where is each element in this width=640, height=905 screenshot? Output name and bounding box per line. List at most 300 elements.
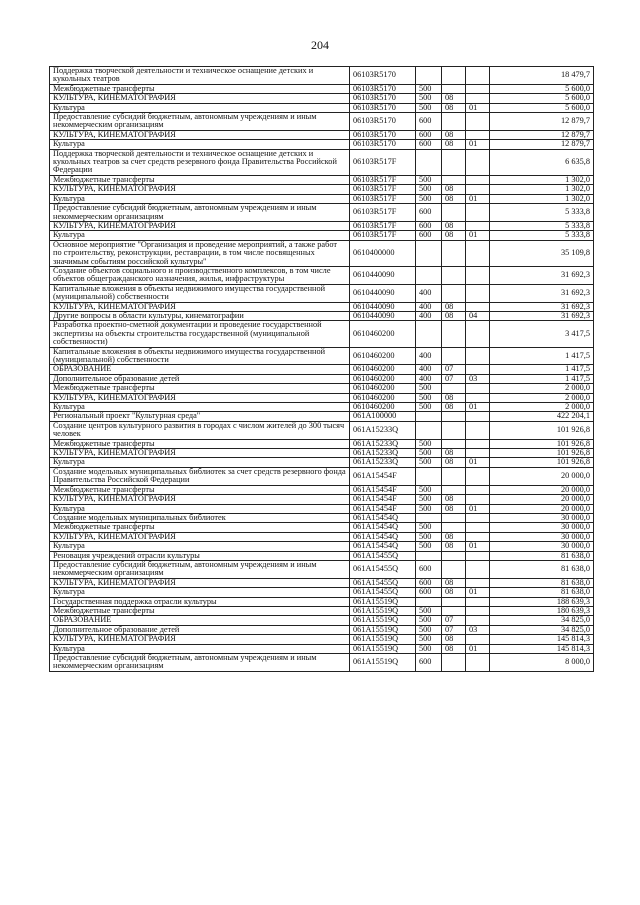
row-name: Поддержка творческой деятельности и техническое оснащение детских и кукольных театров: [50, 67, 350, 85]
table-row: [50, 67, 594, 85]
row-section: [442, 467, 466, 485]
row-subsection: [466, 439, 490, 448]
row-amount: 1 417,5: [490, 365, 594, 374]
row-subsection: [466, 149, 490, 175]
row-name: Культура: [50, 194, 350, 203]
row-expense-type: [416, 149, 442, 175]
row-subsection: [466, 204, 490, 222]
row-section: [442, 347, 466, 365]
row-section: 08: [442, 185, 466, 194]
table-row: [50, 458, 594, 467]
row-subsection: 01: [466, 644, 490, 653]
row-expense-type: [416, 421, 442, 439]
row-expense-type: 400: [416, 284, 442, 302]
table-row: [50, 439, 594, 448]
row-expense-type: 500: [416, 175, 442, 184]
row-amount: 101 926,8: [490, 421, 594, 439]
row-code: 0610400000: [350, 240, 416, 266]
table-row: [50, 578, 594, 587]
row-name: Культура: [50, 231, 350, 240]
row-expense-type: 500: [416, 644, 442, 653]
table-row: [50, 284, 594, 302]
row-subsection: 01: [466, 542, 490, 551]
row-amount: 18 479,7: [490, 67, 594, 85]
table-row: [50, 266, 594, 284]
row-code: 0610440090: [350, 266, 416, 284]
row-expense-type: 500: [416, 185, 442, 194]
row-expense-type: [416, 266, 442, 284]
row-subsection: [466, 551, 490, 560]
row-amount: 12 879,7: [490, 140, 594, 149]
row-code: 0610460200: [350, 365, 416, 374]
row-subsection: [466, 578, 490, 587]
row-code: 061A15455Q: [350, 578, 416, 587]
row-name: Культура: [50, 588, 350, 597]
row-code: 061A15233Q: [350, 449, 416, 458]
row-code: 06103R5170: [350, 94, 416, 103]
row-subsection: [466, 485, 490, 494]
table-row: [50, 495, 594, 504]
table-row: [50, 365, 594, 374]
table-row: [50, 616, 594, 625]
row-section: [442, 67, 466, 85]
row-amount: 5 600,0: [490, 84, 594, 93]
table-row: [50, 625, 594, 634]
row-section: 08: [442, 403, 466, 412]
row-section: [442, 421, 466, 439]
row-section: [442, 384, 466, 393]
row-expense-type: [416, 513, 442, 522]
row-amount: 35 109,8: [490, 240, 594, 266]
row-amount: 3 417,5: [490, 321, 594, 347]
row-code: 06103R5170: [350, 130, 416, 139]
table-row: [50, 240, 594, 266]
row-section: [442, 149, 466, 175]
row-section: [442, 266, 466, 284]
row-expense-type: 500: [416, 504, 442, 513]
row-subsection: 03: [466, 374, 490, 383]
row-name: КУЛЬТУРА, КИНЕМАТОГРАФИЯ: [50, 221, 350, 230]
row-section: [442, 412, 466, 421]
table-row: [50, 302, 594, 311]
row-subsection: [466, 495, 490, 504]
row-name: Капитальные вложения в объекты недвижимого имущества государственной (муниципальной) собственности: [50, 347, 350, 365]
row-code: 061A15454Q: [350, 523, 416, 532]
row-section: 08: [442, 542, 466, 551]
row-section: [442, 204, 466, 222]
row-name: КУЛЬТУРА, КИНЕМАТОГРАФИЯ: [50, 185, 350, 194]
row-section: 08: [442, 94, 466, 103]
row-section: [442, 240, 466, 266]
row-section: [442, 560, 466, 578]
row-name: Межбюджетные трансферты: [50, 606, 350, 615]
row-section: 08: [442, 140, 466, 149]
row-code: 06103R5170: [350, 84, 416, 93]
row-code: 06103R517F: [350, 194, 416, 203]
page-number: 204: [311, 38, 329, 52]
row-subsection: 01: [466, 103, 490, 112]
row-expense-type: [416, 240, 442, 266]
row-amount: 12 879,7: [490, 113, 594, 131]
row-section: 08: [442, 495, 466, 504]
row-amount: 12 879,7: [490, 130, 594, 139]
table-row: [50, 204, 594, 222]
row-name: Межбюджетные трансферты: [50, 485, 350, 494]
table-row: [50, 185, 594, 194]
table-row: [50, 374, 594, 383]
row-name: Региональный проект "Культурная среда": [50, 412, 350, 421]
row-amount: 20 000,0: [490, 495, 594, 504]
row-amount: 5 333,8: [490, 231, 594, 240]
row-code: 06103R517F: [350, 231, 416, 240]
row-name: КУЛЬТУРА, КИНЕМАТОГРАФИЯ: [50, 495, 350, 504]
row-subsection: [466, 384, 490, 393]
row-code: 0610460200: [350, 384, 416, 393]
table-row: [50, 113, 594, 131]
row-expense-type: 500: [416, 449, 442, 458]
row-code: 061A15519Q: [350, 635, 416, 644]
row-amount: 101 926,8: [490, 449, 594, 458]
row-amount: 2 000,0: [490, 384, 594, 393]
row-subsection: 01: [466, 140, 490, 149]
row-name: КУЛЬТУРА, КИНЕМАТОГРАФИЯ: [50, 449, 350, 458]
row-code: 061A15455Q: [350, 588, 416, 597]
row-code: 061A100000: [350, 412, 416, 421]
row-amount: 30 000,0: [490, 542, 594, 551]
table-row: [50, 635, 594, 644]
row-subsection: 01: [466, 504, 490, 513]
row-subsection: [466, 175, 490, 184]
row-expense-type: 600: [416, 140, 442, 149]
table-row: [50, 504, 594, 513]
row-subsection: [466, 412, 490, 421]
row-subsection: 01: [466, 231, 490, 240]
table-row: [50, 560, 594, 578]
row-subsection: 01: [466, 403, 490, 412]
row-name: Создание объектов социального и производственного комплексов, в том числе объектов общегражданского назначения, жилья, инфраструктуры: [50, 266, 350, 284]
row-expense-type: [416, 67, 442, 85]
row-section: 07: [442, 616, 466, 625]
row-amount: 5 333,8: [490, 221, 594, 230]
table-row: [50, 403, 594, 412]
row-amount: 20 000,0: [490, 467, 594, 485]
row-code: 06103R5170: [350, 103, 416, 112]
row-name: КУЛЬТУРА, КИНЕМАТОГРАФИЯ: [50, 578, 350, 587]
row-name: ОБРАЗОВАНИЕ: [50, 616, 350, 625]
row-name: ОБРАЗОВАНИЕ: [50, 365, 350, 374]
row-expense-type: 500: [416, 523, 442, 532]
row-code: 061A15454F: [350, 504, 416, 513]
row-section: 08: [442, 458, 466, 467]
row-section: [442, 551, 466, 560]
row-name: Создание модельных муниципальных библиотек за счет средств резервного фонда Правительства Российской Федерации: [50, 467, 350, 485]
row-subsection: [466, 597, 490, 606]
row-subsection: [466, 130, 490, 139]
row-amount: 8 000,0: [490, 654, 594, 672]
row-name: Создание модельных муниципальных библиотек: [50, 513, 350, 522]
row-expense-type: 500: [416, 393, 442, 402]
table-row: [50, 130, 594, 139]
row-expense-type: 500: [416, 532, 442, 541]
table-row: [50, 588, 594, 597]
row-amount: 31 692,3: [490, 302, 594, 311]
row-subsection: 01: [466, 458, 490, 467]
table-row: [50, 103, 594, 112]
row-amount: 31 692,3: [490, 266, 594, 284]
row-section: 08: [442, 302, 466, 311]
table-row: [50, 84, 594, 93]
row-amount: 145 814,3: [490, 635, 594, 644]
row-section: [442, 439, 466, 448]
row-expense-type: 500: [416, 403, 442, 412]
row-code: 061A15519Q: [350, 654, 416, 672]
row-subsection: [466, 347, 490, 365]
row-expense-type: 600: [416, 654, 442, 672]
row-name: КУЛЬТУРА, КИНЕМАТОГРАФИЯ: [50, 635, 350, 644]
row-expense-type: 400: [416, 374, 442, 383]
row-name: КУЛЬТУРА, КИНЕМАТОГРАФИЯ: [50, 94, 350, 103]
row-name: Межбюджетные трансферты: [50, 384, 350, 393]
row-expense-type: 500: [416, 458, 442, 467]
row-subsection: [466, 449, 490, 458]
row-code: 0610460200: [350, 347, 416, 365]
row-amount: 101 926,8: [490, 439, 594, 448]
row-name: Предоставление субсидий бюджетным, автономным учреждениям и иным некоммерческим организациям: [50, 204, 350, 222]
row-expense-type: 400: [416, 347, 442, 365]
row-amount: 145 814,3: [490, 644, 594, 653]
row-name: Разработка проектно-сметной документации и проведение государственной экспертизы на объекты строительства государственной (муниципальной собственности): [50, 321, 350, 347]
table-row: [50, 542, 594, 551]
row-subsection: [466, 240, 490, 266]
row-subsection: [466, 635, 490, 644]
row-section: [442, 175, 466, 184]
row-subsection: [466, 523, 490, 532]
budget-table: [49, 66, 594, 672]
row-expense-type: 600: [416, 130, 442, 139]
row-subsection: [466, 365, 490, 374]
row-section: 08: [442, 644, 466, 653]
row-subsection: [466, 513, 490, 522]
row-name: Государственная поддержка отрасли культуры: [50, 597, 350, 606]
row-name: КУЛЬТУРА, КИНЕМАТОГРАФИЯ: [50, 130, 350, 139]
row-section: [442, 321, 466, 347]
row-subsection: 01: [466, 588, 490, 597]
row-code: 061A15454Q: [350, 532, 416, 541]
row-code: 0610440090: [350, 284, 416, 302]
row-code: 0610460200: [350, 321, 416, 347]
row-section: 08: [442, 504, 466, 513]
row-section: [442, 113, 466, 131]
row-amount: 34 825,0: [490, 625, 594, 634]
row-section: [442, 597, 466, 606]
row-name: Межбюджетные трансферты: [50, 175, 350, 184]
table-row: [50, 412, 594, 421]
row-section: 08: [442, 449, 466, 458]
row-section: 08: [442, 231, 466, 240]
row-section: 07: [442, 365, 466, 374]
row-name: Реновация учреждений отрасли культуры: [50, 551, 350, 560]
row-code: 0610460200: [350, 393, 416, 402]
row-amount: 5 600,0: [490, 94, 594, 103]
row-amount: 2 000,0: [490, 393, 594, 402]
table-row: [50, 449, 594, 458]
table-row: [50, 532, 594, 541]
row-name: Межбюджетные трансферты: [50, 439, 350, 448]
row-amount: 31 692,3: [490, 284, 594, 302]
row-amount: 6 635,8: [490, 149, 594, 175]
row-code: 0610460200: [350, 374, 416, 383]
row-section: 08: [442, 635, 466, 644]
budget-table-body: [50, 67, 594, 672]
table-row: [50, 311, 594, 320]
row-name: Предоставление субсидий бюджетным, автономным учреждениям и иным некоммерческим организациям: [50, 654, 350, 672]
row-name: КУЛЬТУРА, КИНЕМАТОГРАФИЯ: [50, 393, 350, 402]
row-code: 061A15454F: [350, 495, 416, 504]
row-section: 08: [442, 194, 466, 203]
table-row: [50, 523, 594, 532]
row-code: 061A15519Q: [350, 625, 416, 634]
row-expense-type: [416, 321, 442, 347]
row-expense-type: 600: [416, 204, 442, 222]
row-code: 06103R517F: [350, 204, 416, 222]
row-subsection: [466, 94, 490, 103]
row-code: 061A15454F: [350, 467, 416, 485]
row-name: Культура: [50, 140, 350, 149]
row-expense-type: 500: [416, 542, 442, 551]
table-row: [50, 485, 594, 494]
row-expense-type: 400: [416, 302, 442, 311]
row-expense-type: 600: [416, 113, 442, 131]
row-subsection: 04: [466, 311, 490, 320]
row-expense-type: 500: [416, 606, 442, 615]
row-name: Дополнительное образование детей: [50, 374, 350, 383]
row-subsection: 03: [466, 625, 490, 634]
row-expense-type: 500: [416, 384, 442, 393]
row-expense-type: 500: [416, 439, 442, 448]
table-row: [50, 347, 594, 365]
row-expense-type: 400: [416, 365, 442, 374]
row-code: 061A15519Q: [350, 597, 416, 606]
table-row: [50, 654, 594, 672]
row-section: 08: [442, 311, 466, 320]
row-amount: 101 926,8: [490, 458, 594, 467]
row-subsection: [466, 221, 490, 230]
row-code: 061A15233Q: [350, 439, 416, 448]
row-code: 061A15233Q: [350, 421, 416, 439]
row-section: 08: [442, 130, 466, 139]
table-row: [50, 384, 594, 393]
row-amount: 1 302,0: [490, 194, 594, 203]
row-amount: 1 417,5: [490, 347, 594, 365]
row-name: Культура: [50, 644, 350, 653]
row-amount: 5 333,8: [490, 204, 594, 222]
row-section: 07: [442, 625, 466, 634]
row-expense-type: 500: [416, 635, 442, 644]
row-code: 061A15454F: [350, 485, 416, 494]
row-expense-type: 600: [416, 588, 442, 597]
table-row: [50, 467, 594, 485]
table-row: [50, 231, 594, 240]
table-row: [50, 393, 594, 402]
row-section: [442, 485, 466, 494]
row-code: 06103R517F: [350, 221, 416, 230]
row-amount: 1 302,0: [490, 175, 594, 184]
table-row: [50, 597, 594, 606]
row-amount: 81 638,0: [490, 588, 594, 597]
row-subsection: [466, 266, 490, 284]
row-amount: 180 639,3: [490, 606, 594, 615]
row-amount: 81 638,0: [490, 551, 594, 560]
table-row: [50, 606, 594, 615]
row-code: 061A15454Q: [350, 513, 416, 522]
row-section: 08: [442, 103, 466, 112]
row-section: 08: [442, 532, 466, 541]
row-expense-type: [416, 597, 442, 606]
row-expense-type: [416, 551, 442, 560]
row-name: Культура: [50, 403, 350, 412]
row-section: [442, 606, 466, 615]
row-expense-type: 400: [416, 311, 442, 320]
row-expense-type: 500: [416, 94, 442, 103]
row-section: [442, 523, 466, 532]
row-code: 061A15519Q: [350, 644, 416, 653]
row-code: 061A15519Q: [350, 616, 416, 625]
row-code: 061A15233Q: [350, 458, 416, 467]
row-expense-type: 500: [416, 485, 442, 494]
row-amount: 1 417,5: [490, 374, 594, 383]
row-code: 06103R5170: [350, 140, 416, 149]
row-code: 061A15455Q: [350, 551, 416, 560]
row-subsection: [466, 421, 490, 439]
row-expense-type: [416, 467, 442, 485]
row-name: Предоставление субсидий бюджетным, автономным учреждениям и иным некоммерческим организациям: [50, 113, 350, 131]
row-section: 08: [442, 578, 466, 587]
row-subsection: [466, 113, 490, 131]
row-name: Создание центров культурного развития в городах с числом жителей до 300 тысяч человек: [50, 421, 350, 439]
row-name: Культура: [50, 103, 350, 112]
row-name: КУЛЬТУРА, КИНЕМАТОГРАФИЯ: [50, 532, 350, 541]
row-subsection: [466, 84, 490, 93]
row-subsection: [466, 302, 490, 311]
row-name: Межбюджетные трансферты: [50, 84, 350, 93]
row-subsection: [466, 321, 490, 347]
row-code: 0610440090: [350, 302, 416, 311]
table-row: [50, 175, 594, 184]
table-row: [50, 321, 594, 347]
table-row: [50, 221, 594, 230]
row-name: Культура: [50, 504, 350, 513]
row-subsection: 01: [466, 194, 490, 203]
row-section: 08: [442, 588, 466, 597]
table-row: [50, 94, 594, 103]
row-name: Поддержка творческой деятельности и техническое оснащение детских и кукольных театров за счет средств резервного фонда Правительства Российской Федерации: [50, 149, 350, 175]
row-expense-type: 600: [416, 231, 442, 240]
row-code: 061A15455Q: [350, 560, 416, 578]
row-amount: 30 000,0: [490, 532, 594, 541]
row-expense-type: 600: [416, 560, 442, 578]
row-amount: 188 639,3: [490, 597, 594, 606]
row-section: [442, 284, 466, 302]
row-code: 06103R517F: [350, 175, 416, 184]
row-subsection: [466, 185, 490, 194]
row-code: 06103R5170: [350, 113, 416, 131]
row-amount: 1 302,0: [490, 185, 594, 194]
row-subsection: [466, 560, 490, 578]
row-subsection: [466, 467, 490, 485]
table-row: [50, 644, 594, 653]
row-expense-type: 600: [416, 578, 442, 587]
table-row: [50, 551, 594, 560]
